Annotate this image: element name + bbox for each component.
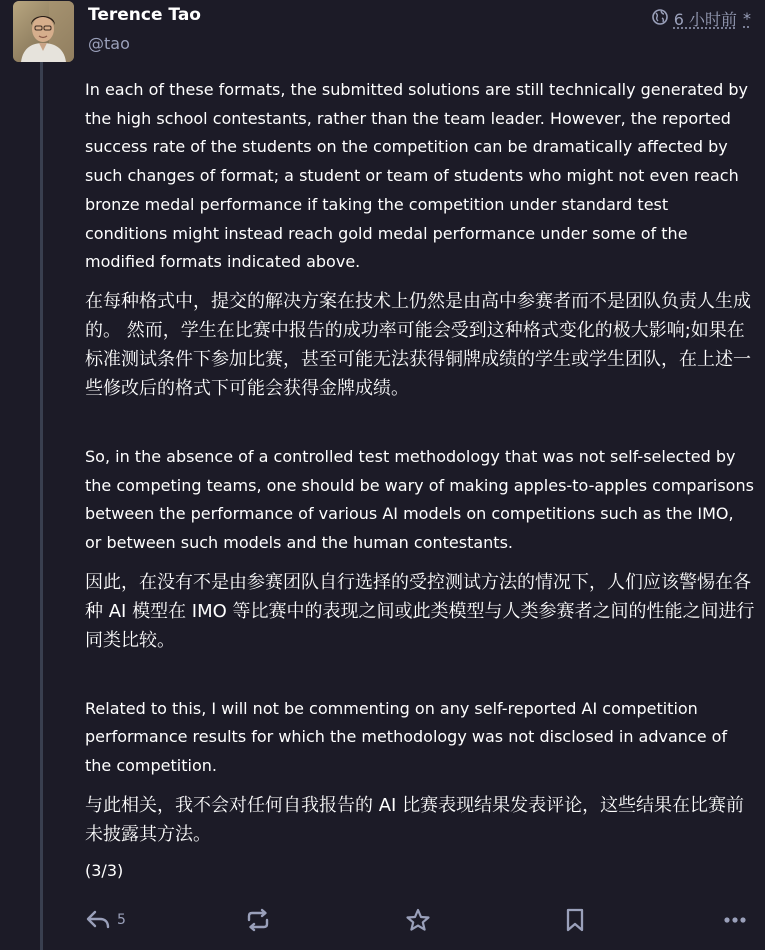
boost-icon <box>245 908 271 932</box>
paragraph-en-2: So, in the absence of a controlled test methodology that was not self-selected by the competing teams, one should be wary of making apples-to-apples comparisons between the performance of various AI models on competitions such as the IMO, or between such models and the human contestants. <box>85 446 754 553</box>
favourite-button[interactable] <box>405 902 431 938</box>
ellipsis-icon <box>723 908 747 932</box>
action-bar <box>85 902 755 938</box>
paragraph-en-1: In each of these formats, the submitted solutions are still technically generated by the high school contestants, rather than the team leader. However, the reported success rate of the students on the competition can be dramatically affected by such changes of format; a student or team of students who might not even reach bronze medal performance if taking the competition under standard test conditions might instead reach gold medal performance under some of the modified formats indicated above. <box>85 80 748 272</box>
paragraph-zh-3: 与此相关，我不会对任何自我报告的 AI 比赛表现结果发表评论，这些结果在比赛前未披露其方法。 <box>85 794 745 845</box>
reply-button[interactable] <box>85 902 126 938</box>
globe-icon <box>652 9 668 29</box>
thread-line <box>40 62 43 950</box>
paragraph-en-3: Related to this, I will not be commenting on any self-reported AI competition performance results for which the methodology was not disclosed in advance of the competition. <box>85 698 728 776</box>
avatar[interactable] <box>13 1 74 62</box>
reply-icon <box>85 909 111 931</box>
paragraph-zh-1: 在每种格式中，提交的解决方案在技术上仍然是由高中参赛者而不是团队负责人生成的。 然而，学生在比赛中报告的成功率可能会受到这种格式变化的极大影响;如果在标准测试条件下参加比赛，甚至可能无法获得铜牌成绩的学生或学生团队，在上述一些修改后的格式下可能会获得金牌成绩。 <box>85 290 751 399</box>
post-content <box>85 76 755 885</box>
boost-button[interactable] <box>245 902 271 938</box>
author-handle[interactable]: @tao <box>88 34 130 53</box>
reply-count: 5 <box>117 912 126 928</box>
more-options-button[interactable] <box>723 902 747 938</box>
timestamp-text: 6 小时前 <box>673 10 737 29</box>
thread-counter: (3/3) <box>85 860 124 880</box>
edited-mark[interactable]: * <box>743 9 751 28</box>
author-display-name[interactable]: Terence Tao <box>88 5 201 25</box>
post-meta <box>652 7 751 30</box>
star-icon <box>405 908 431 932</box>
bookmark-button[interactable] <box>564 902 586 938</box>
paragraph-zh-2: 因此，在没有不是由参赛团队自行选择的受控测试方法的情况下，人们应该警惕在各种 AI 模型在 IMO 等比赛中的表现之间或此类模型与人类参赛者之间的性能之间进行同类比较。 <box>85 571 755 651</box>
post-timestamp[interactable] <box>674 7 737 30</box>
bookmark-icon <box>564 908 586 932</box>
